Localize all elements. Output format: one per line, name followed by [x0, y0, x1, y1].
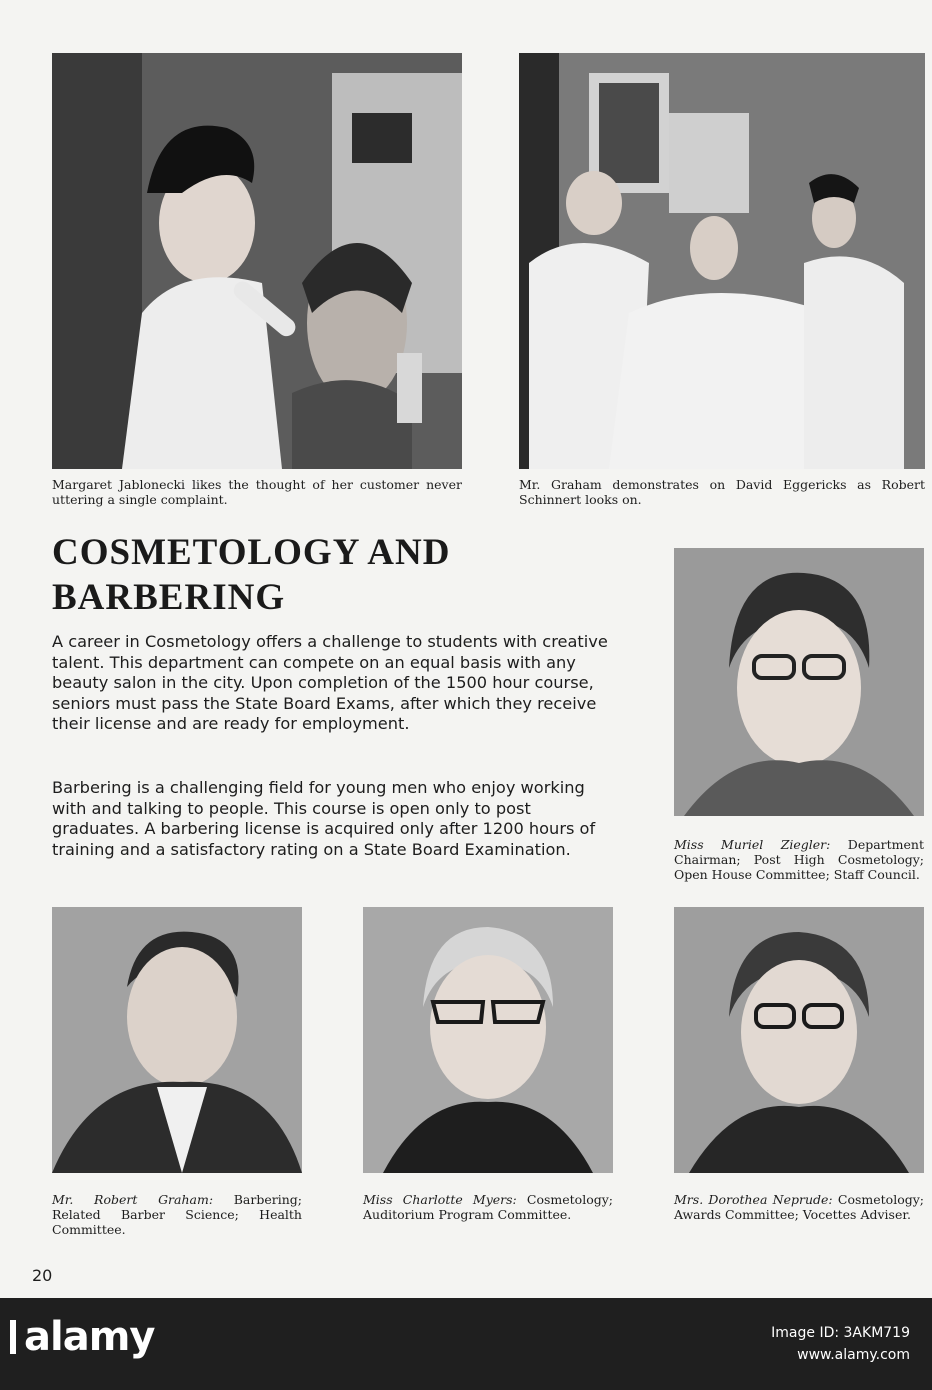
graham-name: Mr. Robert Graham:	[52, 1192, 214, 1207]
stock-footer	[0, 1298, 932, 1390]
alamy-logo: alamy	[24, 1314, 155, 1360]
alamy-logo-mark-icon	[8, 1314, 22, 1358]
neprude-name: Mrs. Dorothea Neprude:	[674, 1192, 833, 1207]
portrait-muriel-ziegler	[674, 548, 924, 816]
caption-neprude	[674, 1192, 924, 1222]
photo-barber-demonstration	[519, 53, 925, 469]
site-url: www.alamy.com	[797, 1347, 910, 1363]
title-line-2: BARBERING	[52, 577, 286, 618]
caption-graham	[52, 1192, 302, 1237]
myers-name: Miss Charlotte Myers:	[363, 1192, 517, 1207]
page-number: 20	[32, 1266, 53, 1285]
caption-ziegler	[674, 837, 924, 882]
title-line-1: COSMETOLOGY AND	[52, 532, 451, 573]
image-id: Image ID: 3AKM719	[771, 1325, 910, 1341]
neprude-detail: Cosmetology; Awards Committee; Vocettes Adviser.	[674, 1192, 925, 1222]
graham-detail: Barbering; Related Barber Science; Health Committee.	[52, 1192, 302, 1237]
caption-top-left: Margaret Jablonecki likes the thought of her customer never uttering a single complaint.	[52, 477, 462, 507]
ziegler-name: Miss Muriel Ziegler:	[674, 837, 831, 852]
portrait-charlotte-myers	[363, 907, 613, 1173]
article-title	[52, 530, 472, 620]
portrait-dorothea-neprude	[674, 907, 924, 1173]
myers-detail: Cosmetology; Auditorium Program Committee.	[363, 1192, 613, 1222]
caption-top-right: Mr. Graham demonstrates on David Eggericks as Robert Schinnert looks on.	[519, 477, 925, 507]
ziegler-detail: Department Chairman; Post High Cosmetology; Open House Committee; Staff Council.	[674, 837, 924, 882]
paragraph-barbering: Barbering is a challenging field for young men who enjoy working with and talking to people. This course is open only to post graduates. A barbering license is acquired only after 1200 hours of training and a satisfactory rating on a State Board Examination.	[52, 778, 596, 859]
portrait-robert-graham	[52, 907, 302, 1173]
paragraph-cosmetology: A career in Cosmetology offers a challenge to students with creative talent. This department can compete on an equal basis with any beauty salon in the city. Upon completion of the 1500 hour course, seniors must pass the State Board Exams, after which they receive their license and are ready for employment.	[52, 632, 608, 733]
photo-student-with-mannequin	[52, 53, 462, 469]
caption-myers	[363, 1192, 613, 1222]
footer-info	[771, 1322, 910, 1366]
